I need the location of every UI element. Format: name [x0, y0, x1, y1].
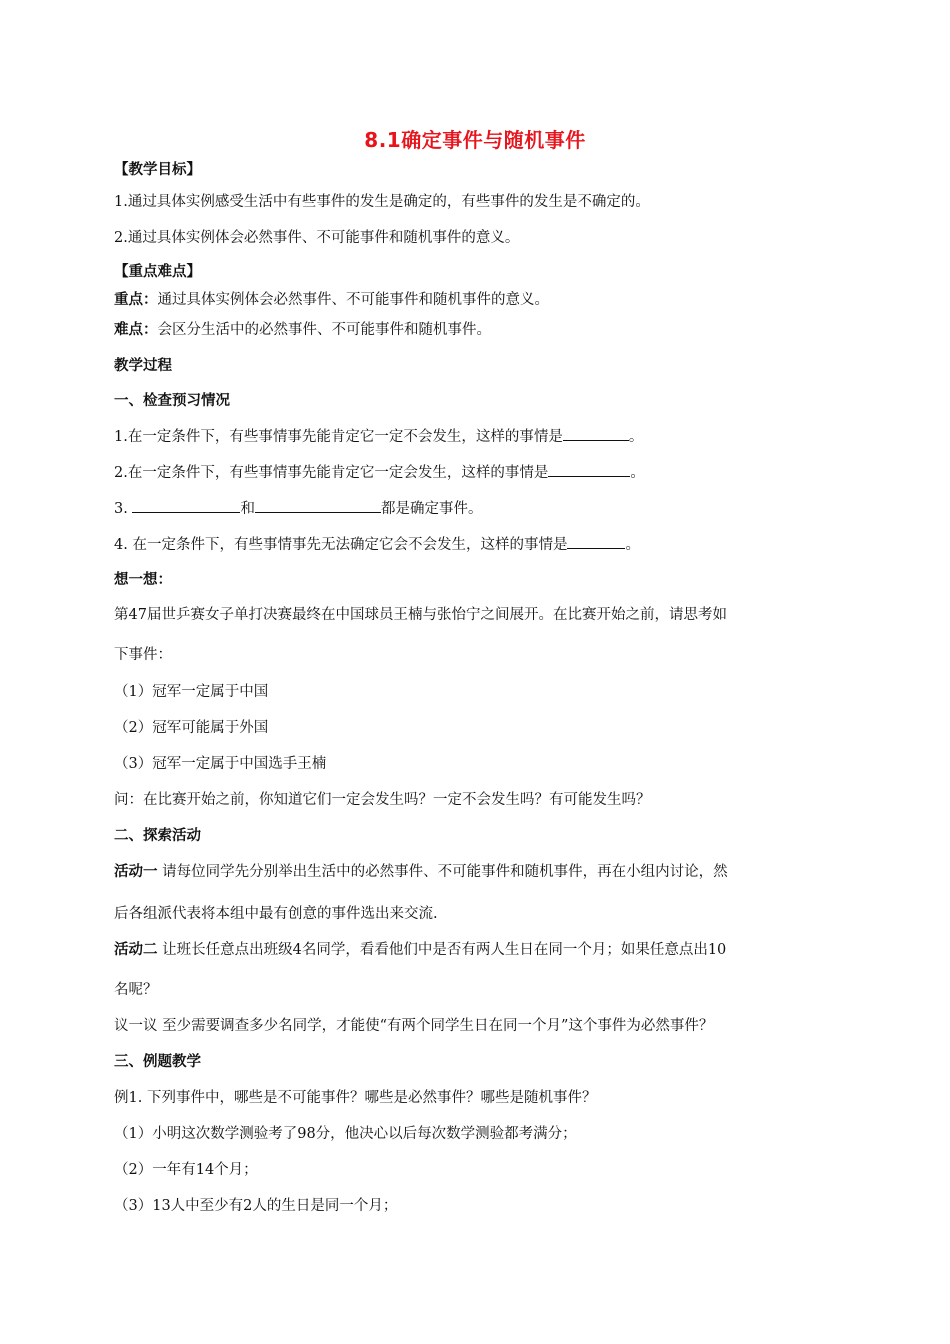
think-item-1: （1）冠军一定属于中国	[114, 684, 269, 700]
discuss-line: 议一议 至少需要调查多少名同学，才能使“有两个同学生日在同一个月”这个事件为必然事件？	[114, 1018, 714, 1034]
think-question: 问：在比赛开始之前，你知道它们一定会发生吗？一定不会发生吗？有可能发生吗？	[114, 792, 651, 808]
question-4: 4. 在一定条件下，有些事情事先无法确定它会不会发生，这样的事情是 。	[114, 534, 640, 555]
key-point-text: 通过具体实例体会必然事件、不可能事件和随机事件的意义。	[157, 292, 549, 308]
example-1-intro: 例1. 下列事件中，哪些是不可能事件？哪些是必然事件？哪些是随机事件？	[114, 1090, 597, 1106]
heading-section-3: 三、例题教学	[114, 1054, 201, 1070]
answer-blank[interactable]	[255, 498, 381, 513]
example-item-1: （1）小明这次数学测验考了98分，他决心以后每次数学测验都考满分；	[114, 1126, 577, 1142]
activity-1-line-1: 活动一 请每位同学先分别举出生活中的必然事件、不可能事件和随机事件，再在小组内讨论，然	[114, 864, 728, 880]
heading-key-points: 【重点难点】	[114, 264, 201, 280]
answer-blank[interactable]	[132, 498, 240, 513]
answer-blank[interactable]	[548, 462, 630, 477]
page-title: 8.1确定事件与随机事件	[364, 128, 586, 152]
difficulty-text: 会区分生活中的必然事件、不可能事件和随机事件。	[157, 322, 491, 338]
objective-1: 1.通过具体实例感受生活中有些事件的发生是确定的，有些事件的发生是不确定的。	[114, 194, 650, 210]
think-item-2: （2）冠军可能属于外国	[114, 720, 269, 736]
answer-blank[interactable]	[567, 534, 625, 549]
activity-2-line-1: 活动二 让班长任意点出班级4名同学，看看他们中是否有两人生日在同一个月；如果任意点出10	[114, 942, 727, 958]
think-item-3: （3）冠军一定属于中国选手王楠	[114, 756, 327, 772]
objective-2: 2.通过具体实例体会必然事件、不可能事件和随机事件的意义。	[114, 230, 520, 246]
example-item-3: （3）13人中至少有2人的生日是同一个月；	[114, 1198, 398, 1214]
activity-2-line-2: 名呢？	[114, 982, 158, 998]
think-intro-line-1: 第47届世乒赛女子单打决赛最终在中国球员王楠与张怡宁之间展开。在比赛开始之前，请思考如	[114, 607, 727, 623]
heading-section-1: 一、检查预习情况	[114, 393, 230, 409]
question-1: 1.在一定条件下，有些事情事先能肯定它一定不会发生，这样的事情是 。	[114, 426, 643, 447]
key-point-line	[114, 290, 549, 310]
heading-process: 教学过程	[114, 358, 172, 374]
key-point-label: 重点：	[114, 292, 158, 308]
example-item-2: （2）一年有14个月；	[114, 1162, 258, 1178]
activity-1-line-2: 后各组派代表将本组中最有创意的事件选出来交流.	[114, 906, 438, 922]
difficulty-label: 难点：	[114, 322, 158, 338]
heading-objectives: 【教学目标】	[114, 162, 201, 178]
question-3: 3. 和 都是确定事件。	[114, 498, 482, 519]
heading-section-2: 二、探索活动	[114, 828, 201, 844]
answer-blank[interactable]	[563, 426, 629, 441]
difficulty-line	[114, 320, 491, 340]
question-2: 2.在一定条件下，有些事情事先能肯定它一定会发生，这样的事情是 。	[114, 462, 645, 483]
think-intro-line-2: 下事件：	[114, 647, 172, 663]
heading-think: 想一想：	[114, 572, 172, 588]
